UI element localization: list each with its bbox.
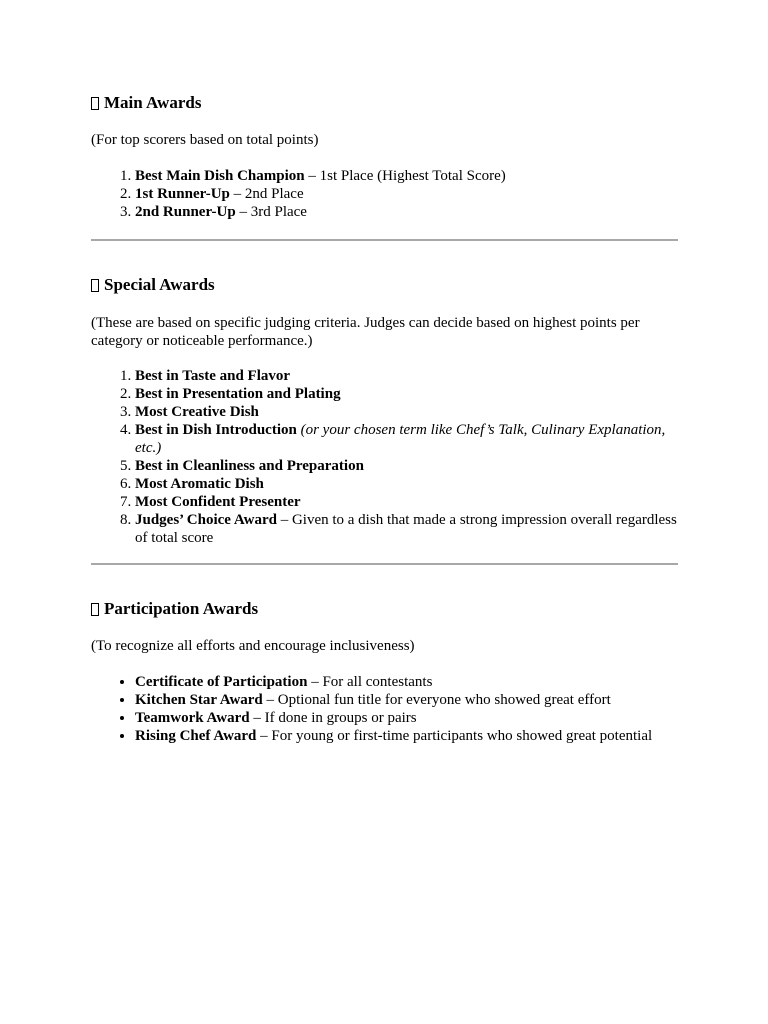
award-note: (or your chosen term like Chef’s Talk, Culinary Explanation, etc.) [135,422,666,456]
award-glyph-icon [91,603,99,616]
award-name: Best in Cleanliness and Preparation [135,458,364,474]
award-name: Most Confident Presenter [135,494,301,510]
award-description: – 3rd Place [235,204,307,220]
award-name: Teamwork Award [135,710,250,726]
award-description: – 1st Place (Highest Total Score) [304,168,506,184]
special-awards-title: Special Awards [104,275,215,294]
special-awards-intro: (These are based on specific judging criteria. Judges can decide based on highest points per category or noticeable performance.) [91,315,640,349]
award-description: – If done in groups or pairs [249,710,417,726]
award-glyph-icon [91,279,99,292]
award-name: Kitchen Star Award [135,692,263,708]
award-name: 1st Runner-Up [135,186,230,202]
list-item [135,185,678,203]
award-name: Most Aromatic Dish [135,476,264,492]
award-name: Best in Taste and Flavor [135,368,291,384]
award-name: Rising Chef Award [135,728,257,744]
award-name: Best in Presentation and Plating [135,386,341,402]
award-name: Best Main Dish Champion [135,168,305,184]
award-description: – Given to a dish that made a strong impression overall regardless of total score [135,512,677,546]
award-description: – For young or first-time participants who showed great potential [256,728,653,744]
participation-awards-section [91,598,678,745]
section-divider [91,563,678,565]
list-item [135,167,678,185]
special-awards-section [91,274,678,547]
award-name: Certificate of Participation [135,674,308,690]
main-awards-intro: (For top scorers based on total points) [91,132,319,148]
list-item [135,403,678,421]
award-name: Best in Dish Introduction [135,422,297,438]
participation-awards-title: Participation Awards [104,599,259,618]
main-awards-heading [91,92,678,114]
award-description: – For all contestants [307,674,433,690]
list-item [135,475,678,493]
list-item [135,367,678,385]
main-awards-section [91,92,678,221]
participation-awards-heading [91,598,678,620]
main-awards-title: Main Awards [104,93,202,112]
award-glyph-icon [91,97,99,110]
list-item [135,457,678,475]
list-item [135,511,678,547]
award-name: Most Creative Dish [135,404,259,420]
award-description: – 2nd Place [229,186,304,202]
list-item [135,203,678,221]
list-item [135,673,678,691]
list-item [135,493,678,511]
special-awards-heading [91,274,678,296]
award-description: – Optional fun title for everyone who showed great effort [262,692,611,708]
participation-awards-intro: (To recognize all efforts and encourage inclusiveness) [91,638,415,654]
list-item [135,691,678,709]
special-awards-list [91,367,678,547]
section-divider [91,239,678,241]
list-item [135,727,678,745]
main-awards-list [91,167,678,221]
award-name: 2nd Runner-Up [135,204,236,220]
list-item [135,385,678,403]
participation-awards-list [91,673,678,745]
award-name: Judges’ Choice Award [135,512,277,528]
list-item [135,421,678,457]
list-item [135,709,678,727]
